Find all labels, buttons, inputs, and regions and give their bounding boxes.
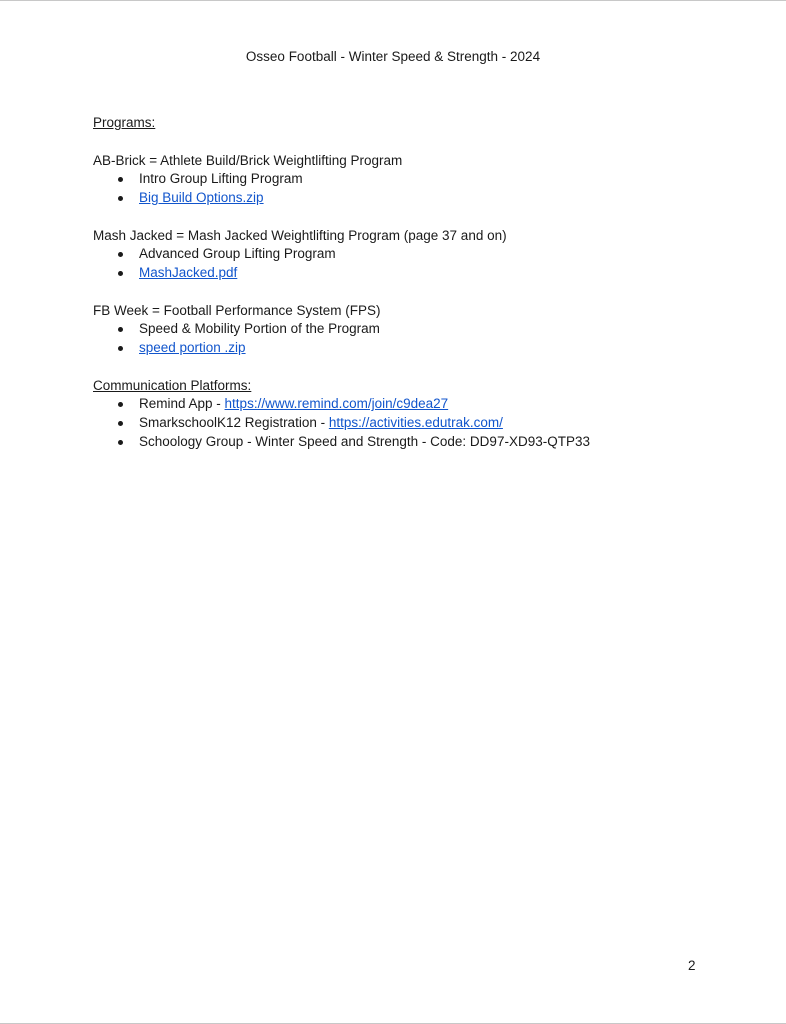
list-item: [139, 245, 713, 264]
remind-label: Remind App -: [139, 396, 225, 412]
mash-jacked-definition: Mash Jacked = Mash Jacked Weightlifting Program (page 37 and on): [93, 227, 507, 243]
spacer: [93, 358, 713, 377]
ab-brick-list: [93, 170, 713, 208]
list-item: [139, 264, 713, 283]
programs-heading: Programs:: [93, 115, 156, 130]
list-item: [139, 395, 713, 414]
remind-link[interactable]: https://www.remind.com/join/c9dea27: [224, 396, 449, 412]
big-build-options-link[interactable]: Big Build Options.zip: [139, 190, 264, 205]
communication-list: [93, 395, 713, 451]
ab-brick-description: Intro Group Lifting Program: [139, 171, 303, 187]
document-body: [93, 114, 713, 452]
list-item: [139, 414, 713, 433]
mash-jacked-list: [93, 245, 713, 283]
ab-brick-definition: AB-Brick = Athlete Build/Brick Weightlifting Program: [93, 152, 403, 168]
list-item: [139, 170, 713, 189]
speed-portion-link[interactable]: speed portion .zip: [139, 340, 246, 355]
spacer: [93, 133, 713, 152]
smarkschool-label: SmarkschoolK12 Registration -: [139, 415, 329, 430]
list-item: [139, 339, 713, 358]
schoology-label: Schoology Group - Winter Speed and Strength - Code: DD97-XD93-QTP33: [139, 433, 590, 449]
spacer: [93, 208, 713, 227]
page-number: 2: [688, 958, 696, 973]
spacer: [93, 283, 713, 302]
mash-jacked-description: Advanced Group Lifting Program: [139, 246, 336, 262]
communication-heading: Communication Platforms:: [93, 377, 252, 393]
fb-week-list: [93, 320, 713, 358]
fb-week-description: Speed & Mobility Portion of the Program: [139, 321, 380, 337]
edutrak-link[interactable]: https://activities.edutrak.com/: [328, 415, 503, 430]
list-item: [139, 320, 713, 339]
list-item: [139, 189, 713, 208]
page-header-title: Osseo Football - Winter Speed & Strength - 2024: [245, 49, 541, 64]
mash-jacked-link[interactable]: MashJacked.pdf: [139, 265, 238, 280]
list-item: [139, 433, 713, 452]
fb-week-definition: FB Week = Football Performance System (FPS): [93, 302, 381, 318]
